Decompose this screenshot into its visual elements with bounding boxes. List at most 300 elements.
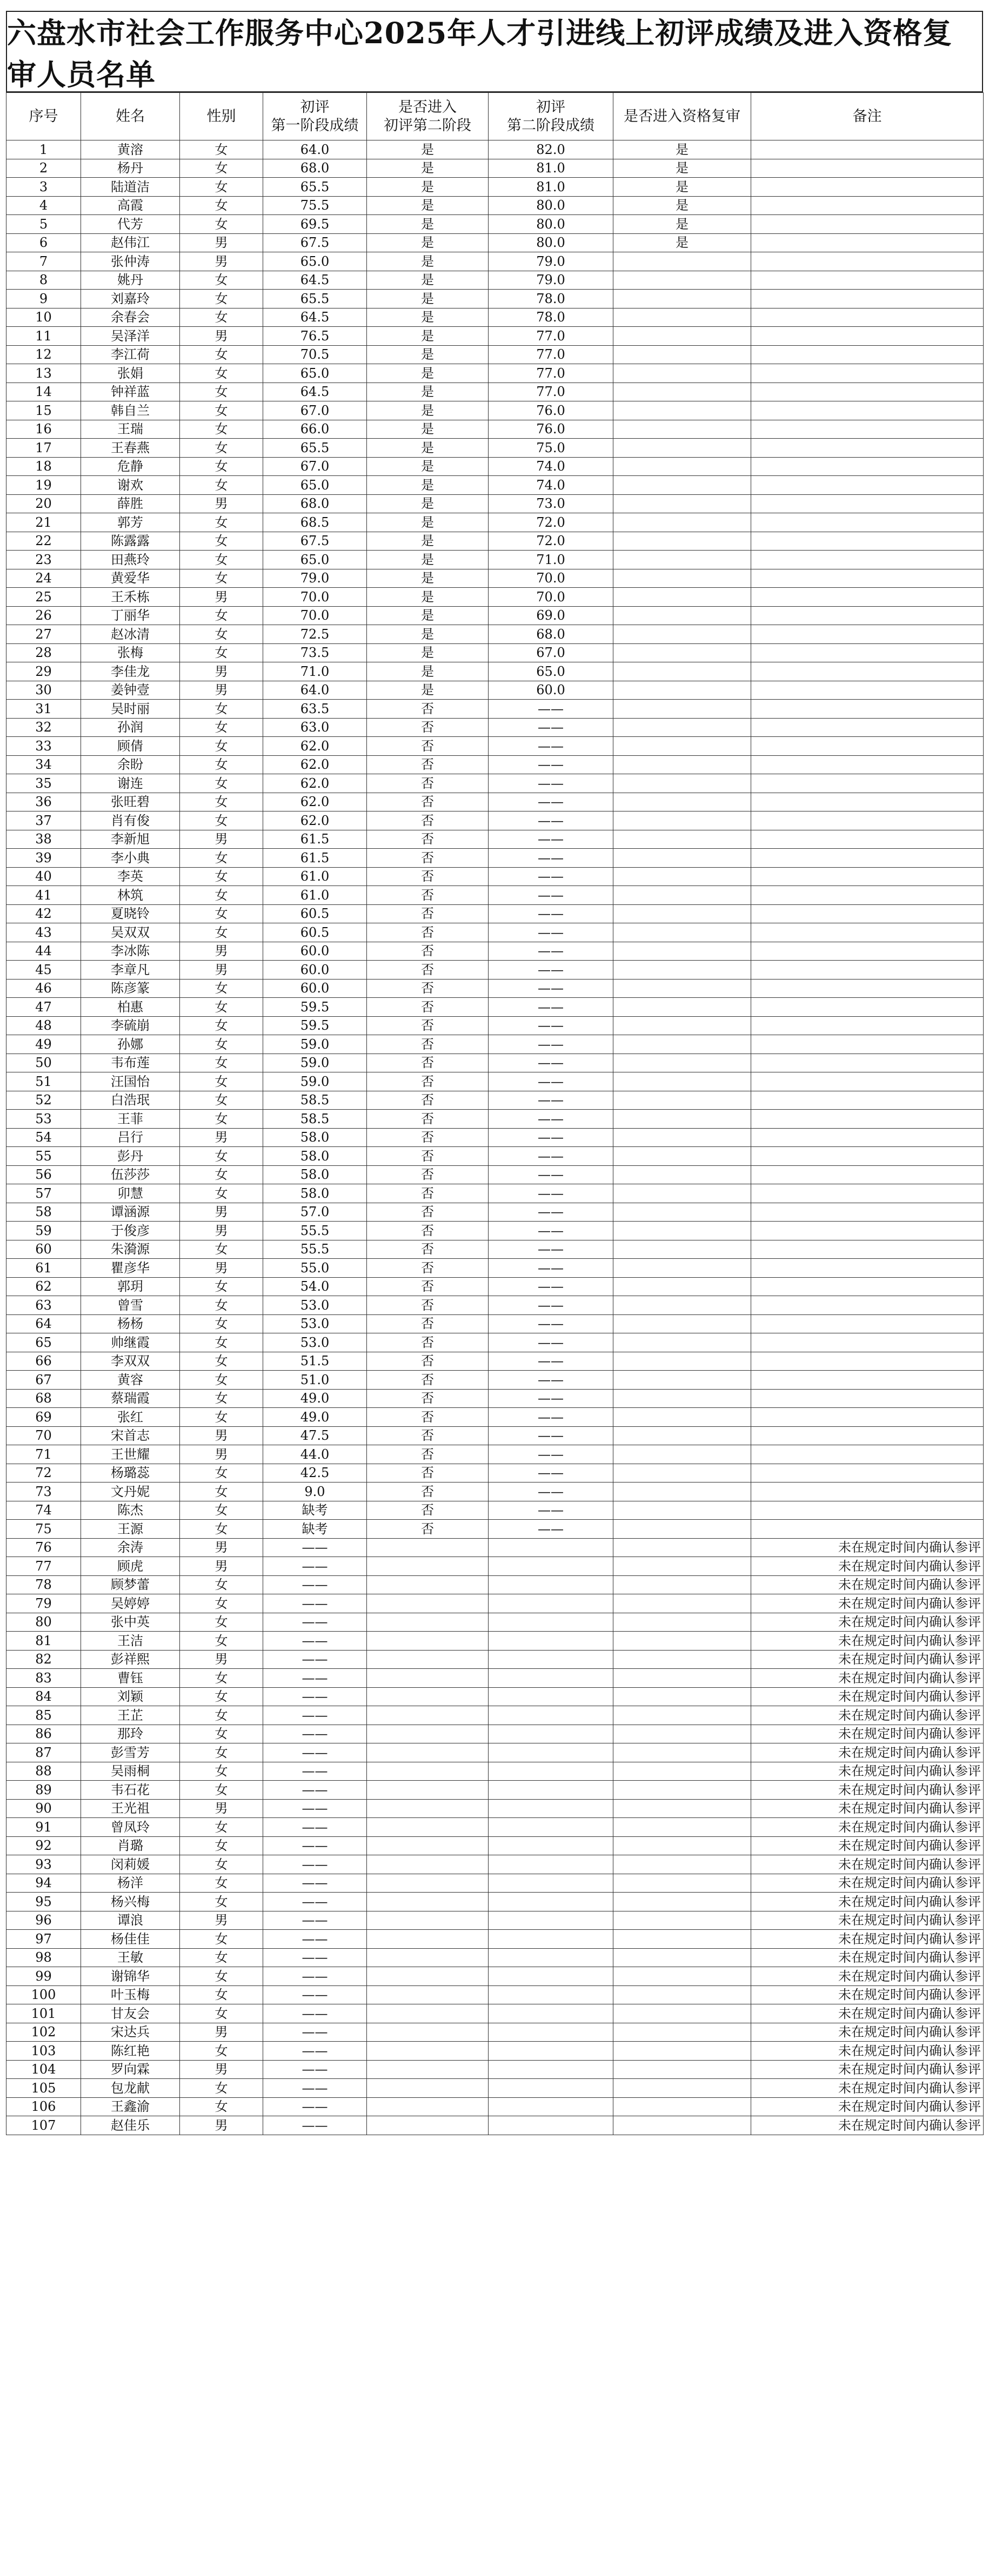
cell-name: 顾虎 <box>81 1557 180 1576</box>
cell-stage1-score: 44.0 <box>263 1445 367 1464</box>
cell-gender: 女 <box>180 159 263 178</box>
cell-remark <box>751 1314 984 1333</box>
cell-remark: 未在规定时间内确认参评 <box>751 1706 984 1725</box>
cell-gender: 女 <box>180 1314 263 1333</box>
cell-remark <box>751 1203 984 1222</box>
cell-remark <box>751 1091 984 1110</box>
table-row <box>6 737 984 756</box>
cell-gender: 女 <box>180 2004 263 2023</box>
cell-stage1-score: 58.5 <box>263 1091 367 1110</box>
cell-stage2-score <box>489 1818 613 1837</box>
cell-seq: 86 <box>6 1725 81 1743</box>
cell-stage2-score: —— <box>489 1203 613 1222</box>
cell-stage1-score: 65.5 <box>263 178 367 197</box>
cell-seq: 46 <box>6 979 81 998</box>
cell-stage1-score: 68.5 <box>263 513 367 532</box>
cell-remark <box>751 178 984 197</box>
cell-qualification-review <box>613 811 751 830</box>
cell-stage2-score: —— <box>489 998 613 1017</box>
cell-name: 王世耀 <box>81 1445 180 1464</box>
cell-name: 韩自兰 <box>81 401 180 420</box>
cell-qualification-review <box>613 662 751 681</box>
cell-enter-stage2 <box>367 1781 489 1800</box>
cell-stage1-score: 57.0 <box>263 1203 367 1222</box>
cell-stage1-score: 51.0 <box>263 1371 367 1390</box>
cell-gender: 女 <box>180 1893 263 1911</box>
cell-enter-stage2: 是 <box>367 364 489 383</box>
table-row <box>6 2042 984 2061</box>
cell-remark <box>751 1352 984 1371</box>
cell-stage1-score: 61.0 <box>263 886 367 905</box>
cell-qualification-review <box>613 793 751 811</box>
cell-gender: 男 <box>180 588 263 607</box>
cell-gender: 女 <box>180 718 263 737</box>
cell-seq: 32 <box>6 718 81 737</box>
cell-gender: 女 <box>180 2042 263 2061</box>
cell-enter-stage2 <box>367 1818 489 1837</box>
table-row <box>6 811 984 830</box>
cell-remark <box>751 1072 984 1091</box>
cell-remark <box>751 643 984 662</box>
cell-gender: 女 <box>180 1930 263 1949</box>
cell-stage1-score: —— <box>263 1706 367 1725</box>
cell-remark <box>751 159 984 178</box>
cell-gender: 男 <box>180 1911 263 1930</box>
cell-qualification-review <box>613 1016 751 1035</box>
cell-qualification-review <box>613 1893 751 1911</box>
cell-name: 黄溶 <box>81 140 180 159</box>
cell-remark <box>751 998 984 1017</box>
cell-enter-stage2: 否 <box>367 1128 489 1147</box>
cell-remark: 未在规定时间内确认参评 <box>751 1967 984 1986</box>
cell-qualification-review <box>613 1930 751 1949</box>
cell-gender: 男 <box>180 681 263 700</box>
cell-stage2-score: 72.0 <box>489 532 613 551</box>
cell-remark: 未在规定时间内确认参评 <box>751 1557 984 1576</box>
cell-stage2-score: —— <box>489 942 613 961</box>
cell-gender: 男 <box>180 1259 263 1278</box>
cell-gender: 男 <box>180 1538 263 1557</box>
cell-enter-stage2: 是 <box>367 588 489 607</box>
cell-name: 谭涵源 <box>81 1203 180 1222</box>
cell-qualification-review <box>613 1762 751 1781</box>
table-row <box>6 1706 984 1725</box>
cell-stage1-score: 70.5 <box>263 345 367 364</box>
cell-enter-stage2 <box>367 1855 489 1874</box>
cell-name: 帅继霞 <box>81 1333 180 1352</box>
table-row <box>6 1911 984 1930</box>
table-row <box>6 1818 984 1837</box>
table-row <box>6 830 984 849</box>
cell-stage1-score: 65.0 <box>263 476 367 495</box>
cell-stage2-score: 74.0 <box>489 457 613 476</box>
cell-gender: 女 <box>180 215 263 234</box>
cell-enter-stage2: 是 <box>367 476 489 495</box>
cell-seq: 93 <box>6 1855 81 1874</box>
cell-enter-stage2 <box>367 2116 489 2135</box>
cell-stage1-score: 65.0 <box>263 364 367 383</box>
table-row <box>6 1035 984 1054</box>
cell-stage1-score: 65.5 <box>263 290 367 308</box>
cell-stage2-score: —— <box>489 1408 613 1427</box>
cell-name: 高霞 <box>81 196 180 215</box>
cell-gender: 女 <box>180 755 263 774</box>
cell-remark: 未在规定时间内确认参评 <box>751 1594 984 1613</box>
table-row <box>6 2004 984 2023</box>
cell-enter-stage2: 是 <box>367 494 489 513</box>
cell-remark <box>751 886 984 905</box>
cell-qualification-review <box>613 1203 751 1222</box>
cell-stage1-score: 58.0 <box>263 1165 367 1184</box>
table-row <box>6 532 984 551</box>
cell-gender: 女 <box>180 811 263 830</box>
cell-stage1-score: 58.0 <box>263 1184 367 1203</box>
cell-qualification-review <box>613 886 751 905</box>
cell-name: 孙娜 <box>81 1035 180 1054</box>
cell-enter-stage2: 否 <box>367 1277 489 1296</box>
cell-seq: 78 <box>6 1575 81 1594</box>
cell-seq: 73 <box>6 1482 81 1501</box>
cell-remark <box>751 494 984 513</box>
cell-gender: 女 <box>180 532 263 551</box>
cell-qualification-review <box>613 1650 751 1669</box>
cell-stage1-score: —— <box>263 2023 367 2042</box>
cell-stage1-score: —— <box>263 1632 367 1651</box>
cell-name: 顾倩 <box>81 737 180 756</box>
cell-remark: 未在规定时间内确认参评 <box>751 2023 984 2042</box>
cell-name: 杨丹 <box>81 159 180 178</box>
cell-qualification-review <box>613 1632 751 1651</box>
cell-stage2-score: —— <box>489 1501 613 1520</box>
cell-remark <box>751 1110 984 1129</box>
cell-stage2-score <box>489 1743 613 1762</box>
cell-enter-stage2: 否 <box>367 1240 489 1259</box>
cell-enter-stage2 <box>367 1948 489 1967</box>
cell-gender: 女 <box>180 1632 263 1651</box>
cell-seq: 56 <box>6 1165 81 1184</box>
cell-seq: 105 <box>6 2079 81 2098</box>
cell-enter-stage2 <box>367 1725 489 1743</box>
cell-enter-stage2: 是 <box>367 401 489 420</box>
cell-qualification-review <box>613 1464 751 1482</box>
cell-stage1-score: —— <box>263 1911 367 1930</box>
table-row <box>6 1352 984 1371</box>
cell-name: 伍莎莎 <box>81 1165 180 1184</box>
cell-stage2-score: —— <box>489 904 613 923</box>
cell-stage1-score: 61.5 <box>263 849 367 868</box>
cell-stage2-score: —— <box>489 979 613 998</box>
cell-gender: 女 <box>180 643 263 662</box>
cell-stage1-score: 54.0 <box>263 1277 367 1296</box>
cell-gender: 男 <box>180 830 263 849</box>
cell-gender: 女 <box>180 1874 263 1893</box>
cell-name: 姚丹 <box>81 271 180 290</box>
cell-remark <box>751 1147 984 1166</box>
cell-stage1-score: —— <box>263 2060 367 2079</box>
table-row <box>6 271 984 290</box>
cell-name: 王菲 <box>81 1110 180 1129</box>
cell-seq: 88 <box>6 1762 81 1781</box>
cell-enter-stage2: 否 <box>367 1464 489 1482</box>
cell-stage2-score <box>489 1632 613 1651</box>
table-row <box>6 1855 984 1874</box>
cell-stage2-score <box>489 1836 613 1855</box>
cell-name: 文丹妮 <box>81 1482 180 1501</box>
cell-enter-stage2: 否 <box>367 1259 489 1278</box>
cell-stage1-score: 69.5 <box>263 215 367 234</box>
cell-enter-stage2: 否 <box>367 1091 489 1110</box>
cell-stage2-score: —— <box>489 1128 613 1147</box>
cell-remark: 未在规定时间内确认参评 <box>751 1762 984 1781</box>
cell-qualification-review <box>613 364 751 383</box>
cell-name: 陈彦篆 <box>81 979 180 998</box>
cell-gender: 女 <box>180 1781 263 1800</box>
cell-seq: 18 <box>6 457 81 476</box>
cell-qualification-review <box>613 904 751 923</box>
header-seq: 序号 <box>6 93 81 140</box>
cell-stage1-score: 62.0 <box>263 774 367 793</box>
cell-qualification-review <box>613 849 751 868</box>
table-row <box>6 1930 984 1949</box>
cell-gender: 女 <box>180 345 263 364</box>
cell-enter-stage2: 是 <box>367 345 489 364</box>
cell-name: 李硫崩 <box>81 1016 180 1035</box>
cell-qualification-review <box>613 961 751 980</box>
cell-name: 曹钰 <box>81 1669 180 1688</box>
cell-enter-stage2: 是 <box>367 439 489 458</box>
cell-gender: 男 <box>180 1799 263 1818</box>
cell-seq: 99 <box>6 1967 81 1986</box>
cell-seq: 66 <box>6 1352 81 1371</box>
cell-stage2-score <box>489 2042 613 2061</box>
cell-stage1-score: 64.0 <box>263 140 367 159</box>
table-row <box>6 1557 984 1576</box>
cell-qualification-review <box>613 1352 751 1371</box>
cell-remark <box>751 1371 984 1390</box>
cell-seq: 87 <box>6 1743 81 1762</box>
cell-stage1-score: 62.0 <box>263 811 367 830</box>
cell-stage2-score: 81.0 <box>489 178 613 197</box>
cell-remark: 未在规定时间内确认参评 <box>751 2079 984 2098</box>
cell-remark: 未在规定时间内确认参评 <box>751 1613 984 1632</box>
cell-qualification-review <box>613 1165 751 1184</box>
cell-name: 彭丹 <box>81 1147 180 1166</box>
cell-seq: 30 <box>6 681 81 700</box>
table-row <box>6 1445 984 1464</box>
cell-gender: 女 <box>180 1165 263 1184</box>
cell-name: 余春会 <box>81 308 180 327</box>
cell-name: 王洁 <box>81 1632 180 1651</box>
cell-stage1-score: —— <box>263 1948 367 1967</box>
table-row <box>6 401 984 420</box>
cell-remark <box>751 1259 984 1278</box>
cell-qualification-review <box>613 867 751 886</box>
cell-seq: 65 <box>6 1333 81 1352</box>
cell-stage2-score: —— <box>489 1240 613 1259</box>
cell-name: 卯慧 <box>81 1184 180 1203</box>
cell-qualification-review <box>613 1259 751 1278</box>
cell-name: 白浩珉 <box>81 1091 180 1110</box>
table-row <box>6 774 984 793</box>
cell-stage1-score: —— <box>263 1557 367 1576</box>
cell-seq: 91 <box>6 1818 81 1837</box>
cell-name: 汪国怡 <box>81 1072 180 1091</box>
cell-gender: 女 <box>180 867 263 886</box>
cell-stage2-score: —— <box>489 923 613 942</box>
cell-name: 韦石花 <box>81 1781 180 1800</box>
cell-name: 谢连 <box>81 774 180 793</box>
table-row <box>6 2023 984 2042</box>
cell-stage2-score: —— <box>489 1371 613 1390</box>
cell-remark: 未在规定时间内确认参评 <box>751 1985 984 2004</box>
cell-gender: 女 <box>180 457 263 476</box>
table-row <box>6 979 984 998</box>
cell-name: 李江荷 <box>81 345 180 364</box>
cell-gender: 女 <box>180 1464 263 1482</box>
cell-name: 钟祥蓝 <box>81 383 180 401</box>
cell-stage2-score: —— <box>489 1184 613 1203</box>
cell-enter-stage2 <box>367 1911 489 1930</box>
cell-stage1-score: 64.5 <box>263 308 367 327</box>
cell-enter-stage2 <box>367 1669 489 1688</box>
cell-gender: 女 <box>180 420 263 439</box>
cell-remark <box>751 774 984 793</box>
cell-seq: 72 <box>6 1464 81 1482</box>
table-row <box>6 439 984 458</box>
cell-stage1-score: 70.0 <box>263 588 367 607</box>
cell-seq: 70 <box>6 1426 81 1445</box>
cell-qualification-review <box>613 1799 751 1818</box>
cell-gender: 女 <box>180 979 263 998</box>
cell-name: 张旺碧 <box>81 793 180 811</box>
cell-qualification-review <box>613 1613 751 1632</box>
table-row <box>6 1314 984 1333</box>
cell-name: 吴雨桐 <box>81 1762 180 1781</box>
cell-name: 黄爱华 <box>81 569 180 588</box>
cell-stage1-score: 59.0 <box>263 1035 367 1054</box>
cell-stage1-score: —— <box>263 1669 367 1688</box>
cell-seq: 57 <box>6 1184 81 1203</box>
cell-qualification-review <box>613 1855 751 1874</box>
table-row <box>6 1091 984 1110</box>
cell-name: 顾梦蕾 <box>81 1575 180 1594</box>
cell-seq: 79 <box>6 1594 81 1613</box>
table-row <box>6 1575 984 1594</box>
cell-stage1-score: 72.5 <box>263 625 367 644</box>
cell-seq: 22 <box>6 532 81 551</box>
cell-stage2-score: —— <box>489 774 613 793</box>
table-row <box>6 1389 984 1408</box>
cell-qualification-review <box>613 1818 751 1837</box>
cell-name: 林筑 <box>81 886 180 905</box>
cell-gender: 女 <box>180 290 263 308</box>
cell-seq: 64 <box>6 1314 81 1333</box>
cell-seq: 27 <box>6 625 81 644</box>
table-row <box>6 2060 984 2079</box>
table-row <box>6 1333 984 1352</box>
table-row <box>6 998 984 1017</box>
cell-stage2-score: —— <box>489 793 613 811</box>
cell-stage1-score: —— <box>263 1781 367 1800</box>
cell-enter-stage2 <box>367 1967 489 1986</box>
cell-seq: 20 <box>6 494 81 513</box>
cell-stage1-score: 缺考 <box>263 1501 367 1520</box>
cell-seq: 97 <box>6 1930 81 1949</box>
table-header-row <box>6 93 984 140</box>
cell-remark: 未在规定时间内确认参评 <box>751 2097 984 2116</box>
cell-gender: 男 <box>180 1128 263 1147</box>
cell-seq: 38 <box>6 830 81 849</box>
header-enter-line2: 初评第二阶段 <box>384 117 471 134</box>
cell-enter-stage2 <box>367 2023 489 2042</box>
cell-stage1-score: 59.0 <box>263 1072 367 1091</box>
cell-seq: 29 <box>6 662 81 681</box>
cell-seq: 31 <box>6 700 81 719</box>
header-gender: 性别 <box>180 93 263 140</box>
cell-stage2-score: —— <box>489 700 613 719</box>
cell-name: 谭浪 <box>81 1911 180 1930</box>
cell-stage2-score: 74.0 <box>489 476 613 495</box>
cell-remark <box>751 140 984 159</box>
cell-gender: 女 <box>180 1743 263 1762</box>
cell-enter-stage2: 是 <box>367 643 489 662</box>
cell-enter-stage2: 否 <box>367 1333 489 1352</box>
cell-stage2-score <box>489 2097 613 2116</box>
table-row <box>6 1184 984 1203</box>
cell-stage2-score: 77.0 <box>489 364 613 383</box>
table-row <box>6 961 984 980</box>
cell-stage2-score: 79.0 <box>489 252 613 271</box>
cell-stage2-score: 80.0 <box>489 215 613 234</box>
cell-stage1-score: 76.5 <box>263 327 367 346</box>
cell-gender: 女 <box>180 178 263 197</box>
cell-stage1-score: 53.0 <box>263 1296 367 1315</box>
cell-stage2-score <box>489 1911 613 1930</box>
cell-name: 王春燕 <box>81 439 180 458</box>
cell-gender: 女 <box>180 1613 263 1632</box>
cell-stage1-score: 67.5 <box>263 233 367 252</box>
cell-name: 闵莉媛 <box>81 1855 180 1874</box>
cell-stage2-score <box>489 1930 613 1949</box>
cell-qualification-review <box>613 1874 751 1893</box>
cell-name: 肖璐 <box>81 1836 180 1855</box>
table-row <box>6 551 984 569</box>
table-row <box>6 513 984 532</box>
cell-stage1-score: 60.5 <box>263 923 367 942</box>
cell-remark <box>751 867 984 886</box>
cell-stage1-score: 47.5 <box>263 1426 367 1445</box>
cell-name: 王敏 <box>81 1948 180 1967</box>
table-row <box>6 1371 984 1390</box>
cell-stage2-score: —— <box>489 1072 613 1091</box>
cell-seq: 35 <box>6 774 81 793</box>
cell-qualification-review <box>613 755 751 774</box>
cell-gender: 女 <box>180 1725 263 1743</box>
cell-stage2-score: 81.0 <box>489 159 613 178</box>
cell-gender: 男 <box>180 1557 263 1576</box>
cell-stage1-score: 64.0 <box>263 681 367 700</box>
cell-gender: 女 <box>180 476 263 495</box>
cell-stage1-score: 68.0 <box>263 159 367 178</box>
cell-remark: 未在规定时间内确认参评 <box>751 2060 984 2079</box>
cell-stage2-score <box>489 1893 613 1911</box>
cell-qualification-review <box>613 1687 751 1706</box>
cell-qualification-review <box>613 532 751 551</box>
cell-stage1-score: 9.0 <box>263 1482 367 1501</box>
cell-stage1-score: 66.0 <box>263 420 367 439</box>
cell-enter-stage2: 是 <box>367 178 489 197</box>
cell-enter-stage2: 是 <box>367 308 489 327</box>
